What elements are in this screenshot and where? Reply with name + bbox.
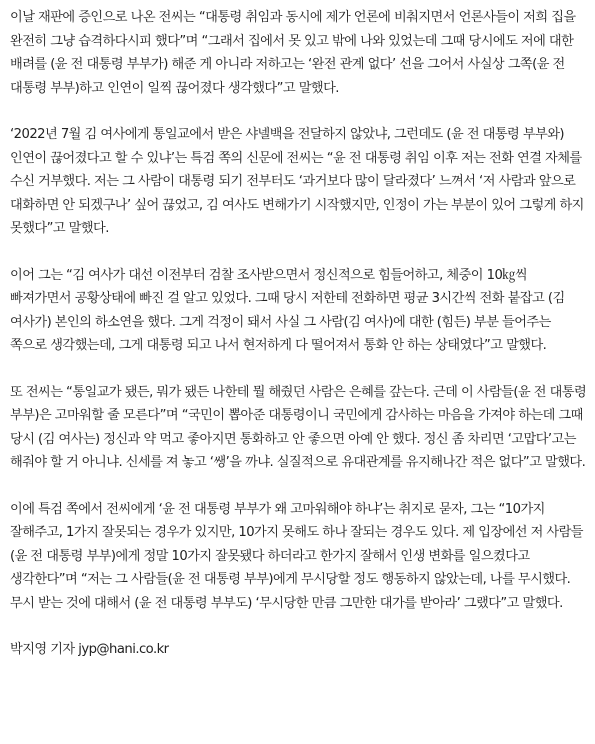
article-paragraph: 이날 재판에 증인으로 나온 전씨는 “대통령 취임과 동시에 제가 언론에 비춰지면서 언론사들이 저희 집을 완전히 그냥 습격하다시피 했다”며 “그래서 집에서 못 있고 밖에 나와 있었는데 그때 당시에도 저에 대한 배려를 (윤 전 대통령 부부가) 해준 게 아니라 저하고는 ‘완전 관계 없다’ 선을 그어서 사실상 그쪽(윤 전 대통령 부부)하고 인연이 일찍 끊어졌다 생각했다”고 말했다. (10, 10, 576, 96)
article-body (10, 6, 590, 662)
article-paragraph: 또 전씨는 “통일교가 됐든, 뭐가 됐든 나한테 뭘 해줬던 사람은 은혜를 갚는다. 근데 이 사람들(윤 전 대통령 부부)은 고마워할 줄 모른다”며 “국민이 뽑아준 대통령이니 국민에게 감사하는 마음을 가져야 하는데 그때 당시 (김 여사는) 정신과 약 먹고 좋아지면 통화하고 안 좋으면 아예 안 했다. 정신 좀 차리면 ‘고맙다’고는 해줘야 할 거 아니냐. 신세를 져 놓고 ‘쌩’을 까냐. 실질적으로 유대관계를 유지해나간 적은 없다”고 말했다. (10, 384, 587, 470)
byline: 박지영 기자 jyp@hani.co.kr (10, 642, 169, 657)
article-paragraph: 이어 그는 “김 여사가 대선 이전부터 검찰 조사받으면서 정신적으로 힘들어하고, 체중이 10㎏씩 빠져가면서 공황상태에 빠진 걸 알고 있었다. 그때 당시 저한테 전화하면 평균 3시간씩 전화 붙잡고 (김 여사가) 본인의 하소연을 했다. 그게 걱정이 돼서 사실 그 사람(김 여사)에 대한 (힘든) 부분 들어주는 쪽으로 생각했는데, 그게 대통령 되고 나서 현저하게 다 떨어져서 통화 안 하는 상태였다”고 말했다. (10, 267, 565, 353)
article-paragraph: ‘2022년 7월 김 여사에게 통일교에서 받은 샤넬백을 전달하지 않았냐, 그런데도 (윤 전 대통령 부부와) 인연이 끊어졌다고 할 수 있냐’는 특검 쪽의 신문에 전씨는 “윤 전 대통령 취임 이후 저는 전화 연결 자체를 수신 거부했다. 저는 그 사람이 대통령 되기 전부터도 ‘과거보다 많이 달라졌다’ 느껴서 ‘저 사람과 앞으로 대화하면 안 되겠구나’ 싶어 끊었고, 김 여사도 변해가기 시작했지만, 인정이 가는 부분이 있어 그렇게 하지 못했다”고 말했다. (10, 127, 584, 236)
article-paragraph: 이에 특검 쪽에서 전씨에게 ‘윤 전 대통령 부부가 왜 고마워해야 하냐’는 취지로 묻자, 그는 “10가지 잘해주고, 1가지 잘못되는 경우가 있지만, 10가지 못해도 하나 잘되는 경우도 있다. 제 입장에선 저 사람들(윤 전 대통령 부부)에게 정말 10가지 잘못됐다 하더라고 한가지 잘해서 인생 변화를 일으켰다고 생각한다”며 “저는 그 사람들(윤 전 대통령 부부)에게 무시당할 정도 행동하지 않았는데, 나를 무시했다. 무시 받는 것에 대해서 (윤 전 대통령 부부도) ‘무시당한 만큼 그만한 대가를 받아라’ 그랬다”고 말했다. (10, 501, 583, 611)
